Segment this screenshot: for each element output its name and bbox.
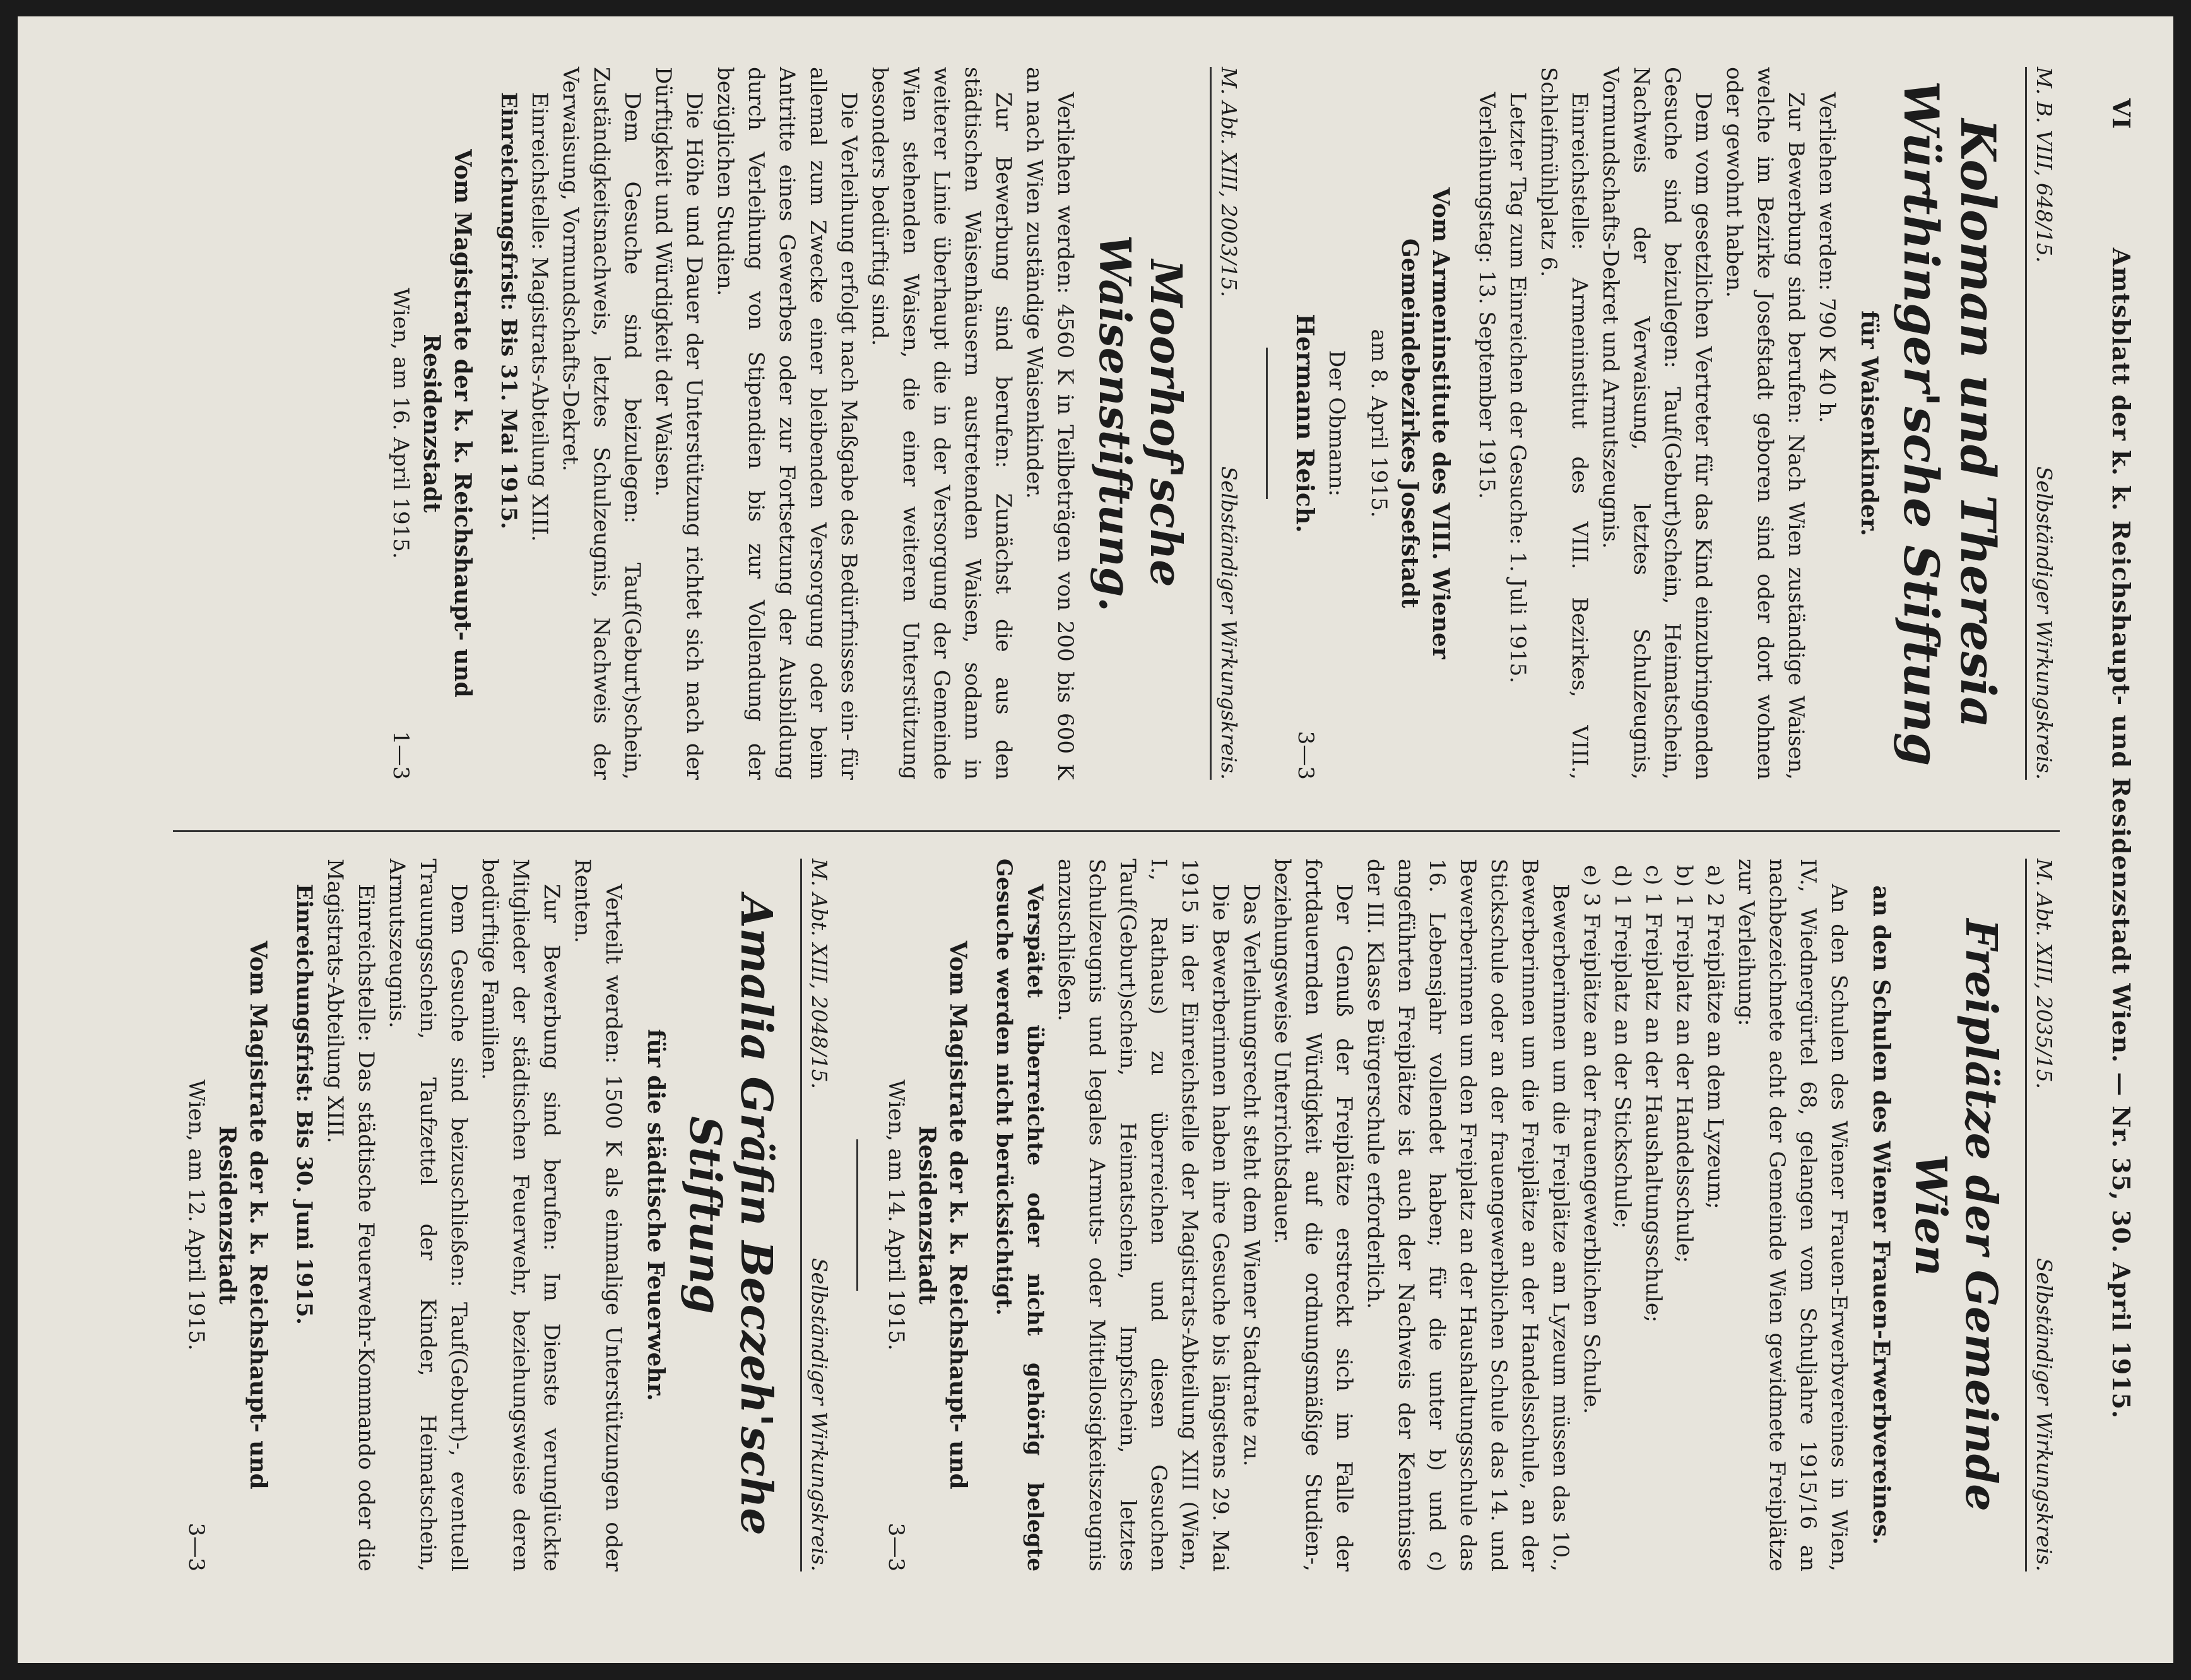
date-row [384, 67, 416, 780]
signature-role: Der Obmann: [1323, 350, 1349, 496]
issuer: Vom Armeninstitute des VIII. Wiener Gemeindebezirkes Josefstadt [1396, 187, 1454, 659]
gazette-title: Amtsblatt der k. k. Reichshaupt- und Residenzstadt Wien. — Nr. 35, 30. April 1915. [2107, 247, 2135, 1419]
insertion-mark: 3—3 [184, 1522, 210, 1571]
article-subtitle: für Waisenkinder. [1855, 310, 1882, 536]
paragraph: Letzter Tag zum Einreichen der Gesuche: 1. Juli 1915. [1504, 92, 1530, 684]
insertion-mark: 3—3 [883, 1522, 909, 1571]
paragraph: Zur Bewerbung sind berufen: Zunächst die aus den städtischen Waisenhäusern austretenden Waisen, sodann in weiterer Linie überhaupt die in der Versorgung der Gemeinde Wien stehenden Waisen, die einer weiteren Unterstützung besonders bedürftig sind. [867, 67, 1017, 780]
paragraph: Einreichungsfrist: Bis 30. Juni 1915. [292, 884, 317, 1325]
article-reference-line [2025, 67, 2060, 780]
competence-label: Selbständiger Wirkungskreis. [2032, 466, 2057, 780]
paragraph: Der Genuß der Freiplätze erstreckt sich im Falle der fortdauernden Würdigkeit auf die ordnungsmäßige Studien-, beziehungsweise Unterrichtsdauer. [1269, 859, 1357, 1571]
paragraph: Dem Gesuche sind beizuschließen: Tauf(Geburt)-, eventuell Trauungsschein, Taufzettel der Kinder, Heimatschein, Armutszeugnis. [384, 859, 472, 1571]
paragraph: Dem vom gesetzlichen Vertreter für das Kind einzubringenden Gesuche sind beizulegen: Tauf(Geburt)schein, Heimatschein, Nachweis der Verwaisung, letztes Schulzeugnis, Vormundschafts-Dekret und Armutszeugnis. [1597, 67, 1716, 780]
insertion-mark: 1—3 [388, 731, 414, 780]
issue-date: Wien, am 12. April 1915. [184, 1079, 210, 1351]
paragraph: Das Verleihungsrecht steht dem Wiener Stadtrate zu. [1238, 884, 1264, 1467]
date-row [180, 859, 211, 1571]
paragraph: An den Schulen des Wiener Frauen-Erwerbvereines in Wien, IV., Wiednergürtel 68, gelangen vom Schuljahre 1915/16 an nachbezeichnete acht der Gemeinde Wien gewidmete Freiplätze zur Verleihung: [1733, 859, 1851, 1571]
competence-label: Selbständiger Wirkungskreis. [2032, 1257, 2057, 1571]
list-item: e) 3 Freiplätze an der frauengewerblichen Schule. [1578, 865, 1604, 1414]
file-number: M. Abt. XIII, 2048/15. [806, 859, 832, 1090]
paragraph: Die Höhe und Dauer der Unterstützung richtet sich nach der Dürftigkeit und Würdigkeit der Waisen. [651, 67, 707, 780]
article-title: Amalia Gräfin Beczeh'sche Stiftung [680, 895, 781, 1536]
file-number: M. Abt. XIII, 2035/15. [2032, 859, 2057, 1090]
competence-label: Selbständiger Wirkungskreis. [1216, 466, 1241, 780]
issue-date: am 8. April 1915. [1366, 329, 1391, 518]
paragraph: Dem Gesuche sind beizulegen: Tauf(Geburt)schein, Zuständigkeitsnachweis, letztes Schulzeugnis, Nachweis der Verwaisung, Vormundschafts-Dekret. [558, 67, 646, 780]
paragraph: Die Verleihung erfolgt nach Maßgabe des Bedürfnisses ein- für allemal zum Zwecke einer bleibenden Versorgung oder beim Antritte eines Gewerbes oder zur Fortsetzung der Ausbildung durch Verleihung von Stipendien bis zur Vollendung der bezüglichen Studien. [712, 67, 862, 780]
separator-rule [1266, 348, 1268, 499]
list-item: d) 1 Freiplatz an der Stickschule; [1609, 865, 1635, 1229]
paragraph: Einreichstelle: Magistrats-Abteilung XIII. [527, 92, 553, 542]
scanned-page [18, 16, 2173, 1663]
page-header [2098, 98, 2135, 1568]
article-subtitle: für die städtische Feuerwehr. [642, 1029, 670, 1401]
paragraph: Verliehen werden: 790 K 40 h. [1814, 92, 1840, 423]
right-column [53, 859, 2060, 1571]
article-reference-line [1210, 67, 1244, 780]
date-row [880, 859, 911, 1571]
freiplaetze-list [1576, 859, 1730, 1571]
column-divider [173, 830, 2060, 832]
paragraph: Bewerberinnen um die Freiplätze am Lyzeum müssen das 10., Bewerberinnen um die Freiplätze an der Handelsschule, an der Stickschule oder an der frauengewerblichen Schule das 14. und Bewerberinnen um den Freiplatz an der Haushaltungsschule das 16. Lebensjahr vollendet haben; für die unter b) und c) angeführten Freiplätze ist auch der Nachweis der Kenntnisse der III. Klasse Bürgerschule erforderlich. [1362, 859, 1573, 1571]
issue-date: Wien, am 16. April 1915. [388, 288, 414, 559]
article-title: Moorhof'sche Waisenstiftung. [1089, 235, 1191, 612]
list-item: b) 1 Freiplatz an der Handelsschule; [1671, 865, 1697, 1264]
issuer: Vom Magistrate der k. k. Reichshaupt- und Residenzstadt [913, 941, 971, 1489]
file-number: M. B. VIII, 648/15. [2032, 67, 2057, 263]
paragraph: Einreichstelle: Armeninstitut des VIII. Bezirkes, VIII., Schleifmühlplatz 6. [1535, 67, 1592, 780]
competence-label: Selbständiger Wirkungskreis. [806, 1257, 832, 1571]
issuer: Vom Magistrate der k. k. Reichshaupt- und Residenzstadt [214, 941, 272, 1489]
insertion-mark: 3—3 [1292, 731, 1318, 780]
issuer: Vom Magistrate der k. k. Reichshaupt- und Residenzstadt [418, 149, 476, 698]
signature-row [1289, 67, 1321, 780]
file-number: M. Abt. XIII, 2003/15. [1216, 67, 1241, 298]
rotated-page-content [18, 16, 2173, 1663]
paragraph: Einreichungsfrist: Bis 31. Mai 1915. [496, 92, 522, 529]
article-subtitle: an den Schulen des Wiener Frauen-Erwerbvereines. [1867, 885, 1894, 1545]
article-title: Freiplätze der Gemeinde Wien [1905, 919, 2006, 1512]
paragraph: Verliehen werden: 4560 K in Teilbeträgen von 200 bis 600 K an nach Wien zuständige Waisenkinder. [1022, 67, 1078, 780]
list-item: c) 1 Freiplatz an der Haushaltungsschule; [1640, 865, 1666, 1323]
issue-date: Wien, am 14. April 1915. [883, 1079, 909, 1351]
paragraph: Die Bewerberinnen haben ihre Gesuche bis längstens 29. Mai 1915 in der Einreichstelle der Magistrats-Abteilung XIII (Wien, I., Rathaus) zu überreichen und diesen Gesuchen Tauf(Geburt)schein, Heimatschein, Impfschein, letztes Schulzeugnis und legales Armuts- oder Mittellosigkeitszeugnis anzuschließen. [1053, 859, 1233, 1571]
paragraph: Verteilt werden: 1500 K als einmalige Unterstützungen oder Renten. [570, 859, 627, 1571]
paragraph: Zur Bewerbung sind berufen: Nach Wien zuständige Waisen, welche im Bezirke Josefstadt geboren sind oder dort wohnen oder gewohnt haben. [1721, 67, 1809, 780]
left-column [53, 67, 2060, 780]
paragraph: Verleihungstag: 13. September 1915. [1473, 92, 1499, 499]
list-item: a) 2 Freiplätze an dem Lyzeum; [1702, 865, 1728, 1209]
page-number: VI [2107, 98, 2135, 130]
article-title: Koloman und Theresia Würthinger'sche Stiftung [1893, 80, 2006, 767]
late-submission-note: Verspätet überreichte oder nicht gehörig belegte Gesuche werden nicht berücksichtigt. [991, 859, 1048, 1571]
signature-name: Hermann Reich. [1290, 314, 1320, 533]
paragraph: Zur Bewerbung sind berufen: Im Dienste verunglückte Mitglieder der städtischen Feuerwehr, beziehungsweise deren bedürftige Familien. [477, 859, 565, 1571]
paragraph: Einreichstelle: Das städtische Feuerwehr-Kommando oder die Magistrats-Abteilung XIII. [322, 859, 379, 1571]
article-reference-line [800, 859, 835, 1571]
article-reference-line [2025, 859, 2060, 1571]
separator-rule [856, 1139, 858, 1291]
